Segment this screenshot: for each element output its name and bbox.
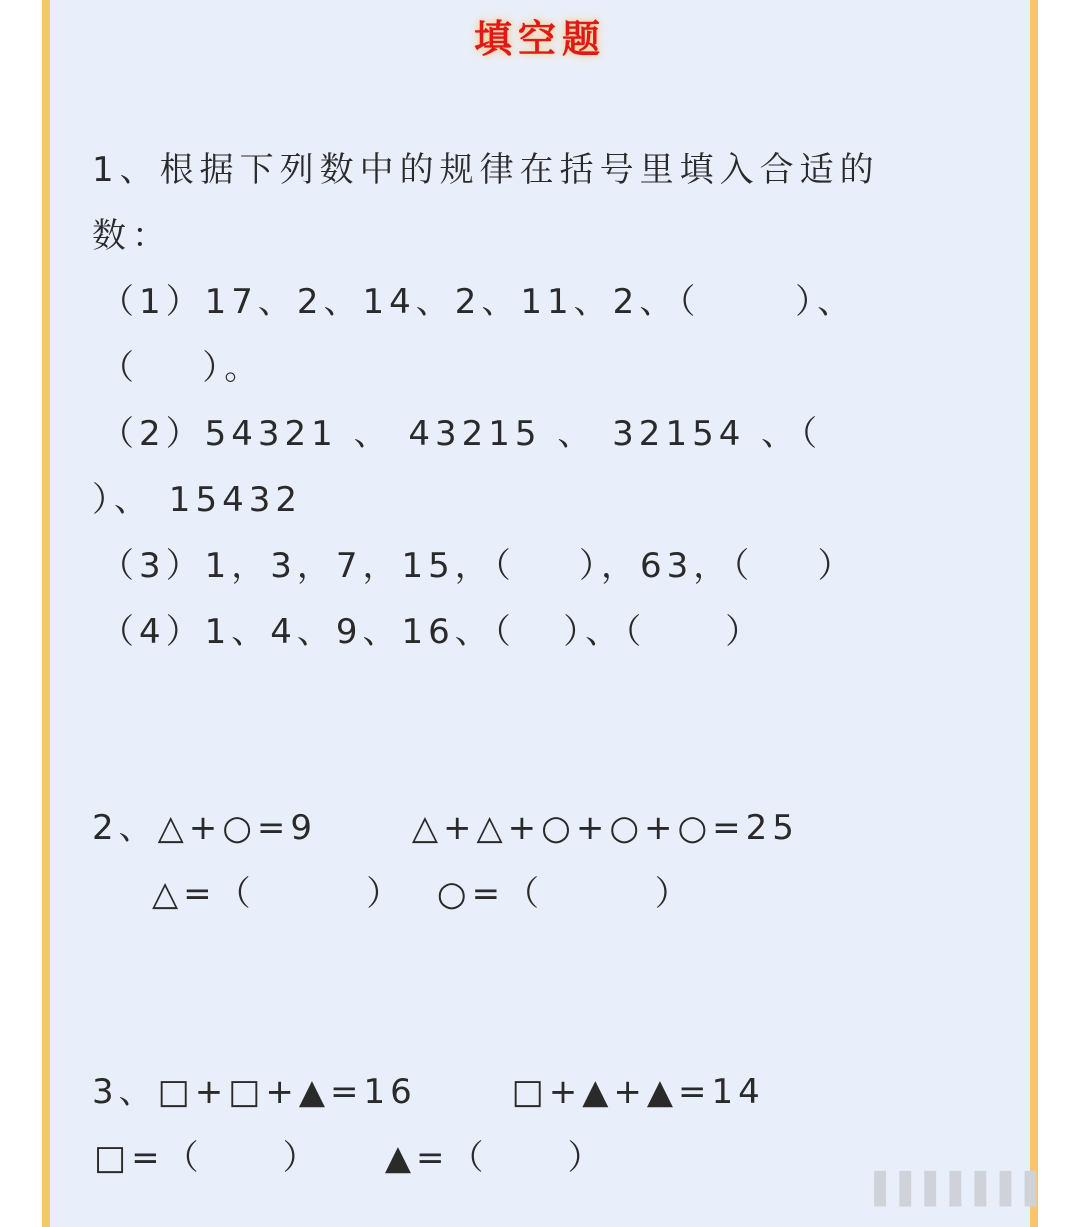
q1-part1-line1: （1）17、2、14、2、11、2、（ ）、 — [100, 282, 857, 322]
q3-equations: 3、□+□+▲=16 □+▲+▲=14 — [92, 1072, 765, 1112]
q1-part2-line2: ）、 15432 — [92, 480, 302, 520]
q1-part1-line2: （ ）。 — [100, 348, 264, 388]
q3-answer-blanks: □=（ ） ▲=（ ） — [94, 1138, 607, 1178]
q2-answer-blanks: △=（ ） ○=（ ） — [152, 874, 694, 914]
q1-part2-line1: （2）54321 、 43215 、 32154 、（ — [100, 414, 823, 454]
q2-equations: 2、△+○=9 △+△+○+○+○=25 — [92, 808, 799, 848]
q1-stem-line1: 1、根据下列数中的规律在括号里填入合适的 — [92, 150, 880, 190]
q1-part3: （3）1，3，7，15，（ ），63，（ ） — [100, 546, 857, 586]
watermark: ▌▌▌▌▌▌▌ — [874, 1172, 1050, 1207]
worksheet-title: 填空题 — [473, 17, 606, 61]
q1-part4: （4）1、4、9、16、（ ）、（ ） — [100, 612, 765, 652]
q1-stem-line2: 数： — [92, 216, 172, 256]
